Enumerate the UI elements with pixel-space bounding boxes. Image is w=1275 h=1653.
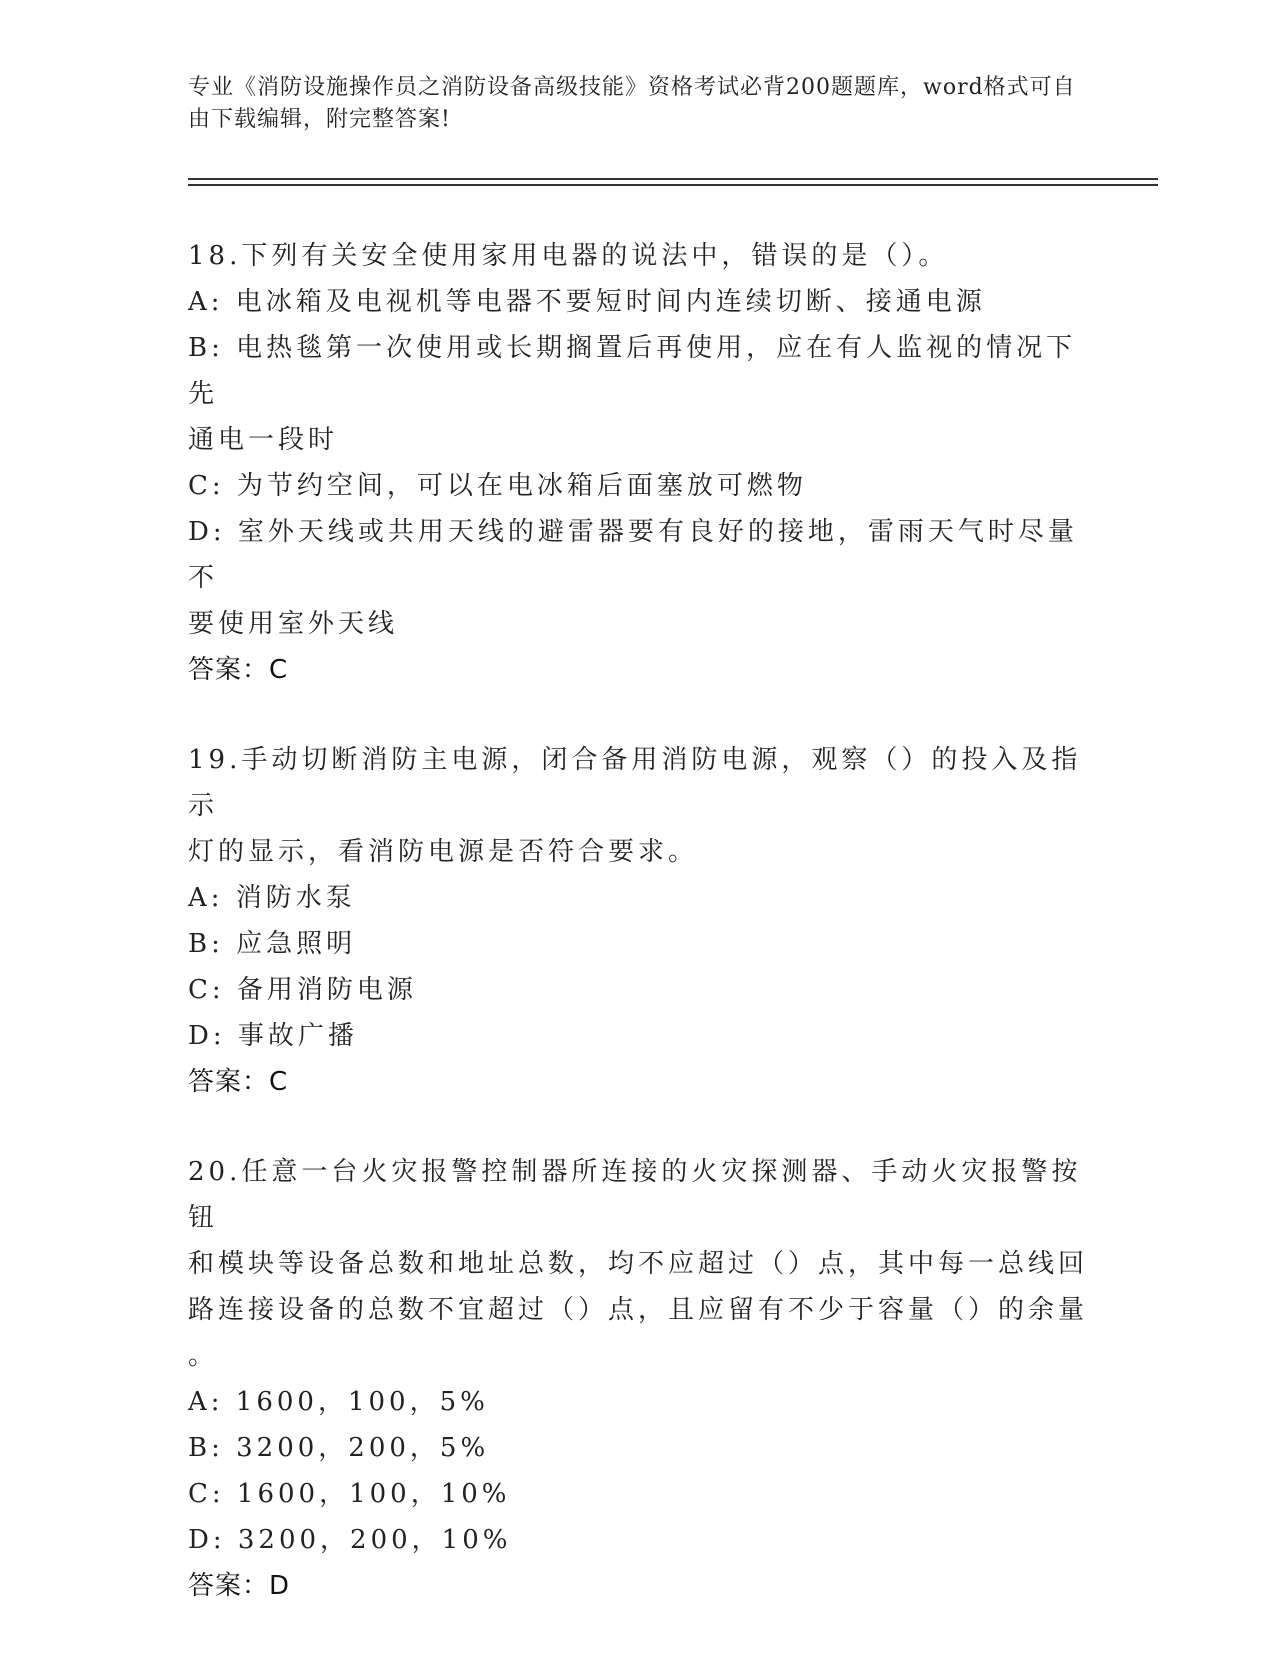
option-c: C: 1600，100，10% xyxy=(188,1479,511,1509)
question-stem-line: 灯的显示，看消防电源是否符合要求。 xyxy=(188,837,699,867)
option-d: D: 室外天线或共用天线的避雷器要有良好的接地，雷雨天气时尽量不 xyxy=(188,517,1078,593)
option-d-continuation: 要使用室外天线 xyxy=(188,609,399,639)
option-d: D: 事故广播 xyxy=(188,1021,358,1051)
option-c: C: 为节约空间，可以在电冰箱后面塞放可燃物 xyxy=(188,471,807,501)
question-18 xyxy=(188,233,1088,693)
option-b: B: 电热毯第一次使用或长期搁置后再使用，应在有人监视的情况下先 xyxy=(188,333,1077,409)
question-stem-line: 。 xyxy=(188,1341,219,1371)
question-list xyxy=(188,233,1088,1653)
option-b: B: 应急照明 xyxy=(188,929,357,959)
option-a: A: 消防水泵 xyxy=(188,883,356,913)
option-c: C: 备用消防电源 xyxy=(188,975,417,1005)
answer-label: 答案：D xyxy=(188,1571,291,1601)
question-19 xyxy=(188,737,1088,1105)
option-a: A: 1600，100，5% xyxy=(188,1387,489,1417)
question-stem-line: 路连接设备的总数不宜超过（）点，且应留有不少于容量（）的余量 xyxy=(188,1295,1089,1325)
question-20 xyxy=(188,1149,1088,1609)
header-divider-top xyxy=(188,178,1158,180)
document-header: 专业《消防设施操作员之消防设备高级技能》资格考试必背200题题库，word格式可自由下载编辑，附完整答案! xyxy=(188,75,1076,132)
header-divider-bottom xyxy=(188,184,1158,186)
option-b-continuation: 通电一段时 xyxy=(188,425,339,455)
option-d: D: 3200，200，10% xyxy=(188,1525,512,1555)
option-a: A: 电冰箱及电视机等电器不要短时间内连续切断、接通电源 xyxy=(188,287,986,317)
question-stem-line: 19.手动切断消防主电源，闭合备用消防电源，观察（）的投入及指示 xyxy=(188,745,1082,821)
answer-label: 答案：C xyxy=(188,1067,289,1097)
question-stem-line: 20.任意一台火灾报警控制器所连接的火灾探测器、手动火灾报警按钮 xyxy=(188,1157,1082,1233)
question-stem-line: 18.下列有关安全使用家用电器的说法中，错误的是（）。 xyxy=(188,241,949,271)
option-b: B: 3200，200，5% xyxy=(188,1433,490,1463)
question-stem-line: 和模块等设备总数和地址总数，均不应超过（）点，其中每一总线回 xyxy=(188,1249,1089,1279)
answer-label: 答案：C xyxy=(188,655,289,685)
